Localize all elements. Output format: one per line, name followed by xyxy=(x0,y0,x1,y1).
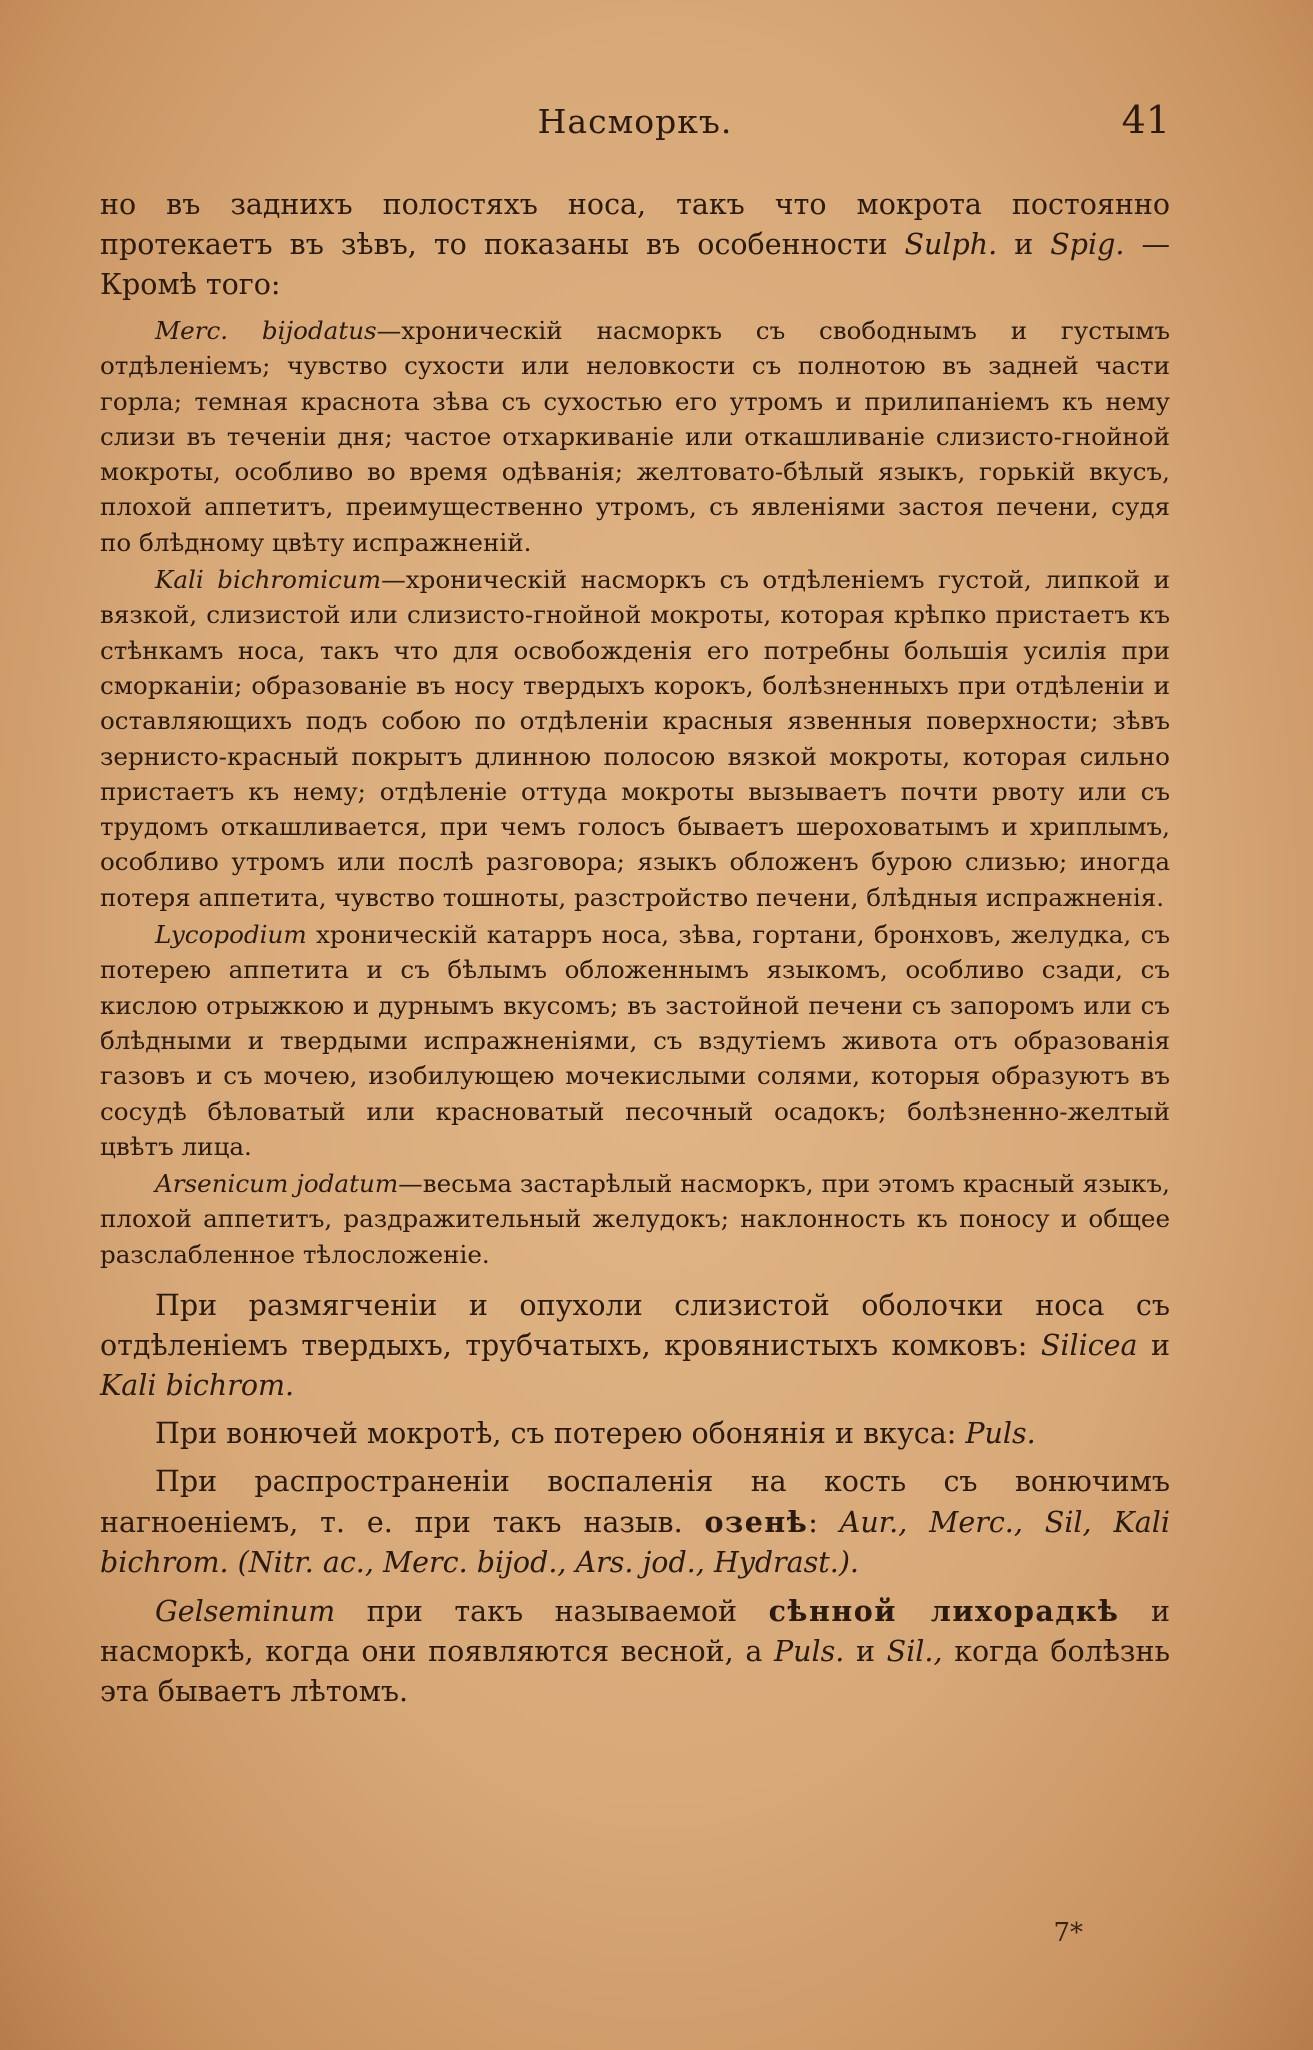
remedy-entry-kali xyxy=(100,562,1170,915)
text: и xyxy=(1137,1329,1170,1363)
remedy-name: Gelseminum xyxy=(155,1595,336,1629)
remedy-entry-merc xyxy=(100,313,1170,560)
remedy-entry-lycopodium xyxy=(100,917,1170,1164)
remedy-description: —хроническій насморкъ съ свободнымъ и густымъ отдѣленіемъ; чувство сухости или неловкости съ полнотою въ задней части горла; темная краснота зѣва съ сухостью его утромъ и прилипаніемъ къ нему слизи въ теченіи дня; частое отхаркиваніе или откашливаніе слизисто-гнойной мокроты, особливо во время одѣванія; желтовато-бѣлый языкъ, горькій вкусъ, плохой аппетитъ, преимущественно утромъ, съ явленіями застоя печени, судя по блѣдному цвѣту испражненій. xyxy=(100,316,1170,557)
text: — Кромѣ того: xyxy=(100,228,1170,301)
text: : xyxy=(808,1506,840,1540)
page-number: 41 xyxy=(1121,98,1170,142)
paragraph-fetid xyxy=(100,1414,1170,1454)
remedy-name: Sulph. xyxy=(904,228,998,261)
remedy-name: Lycopodium xyxy=(155,920,307,950)
remedy-list: Aur., Merc., Sil, Kali bichrom. (Nitr. ac., Merc. bijod., Ars. jod., Hydrast.). xyxy=(100,1506,1170,1580)
remedy-entry-arsenicum xyxy=(100,1166,1170,1272)
paragraph-ozaena xyxy=(100,1462,1170,1583)
text: когда болѣзнь эта бываетъ лѣтомъ. xyxy=(100,1635,1170,1709)
remedy-name: Sil., xyxy=(886,1635,943,1669)
text: при такъ называемой xyxy=(335,1595,769,1629)
remedy-name: Kali bichromicum xyxy=(155,565,382,595)
signature-mark: 7* xyxy=(1053,1918,1083,1948)
remedy-name: Silicea xyxy=(1040,1329,1138,1363)
paragraph-softening xyxy=(100,1286,1170,1406)
text: При распространеніи воспаленія на кость съ вонючимъ нагноеніемъ, т. е. при такъ назыв. xyxy=(100,1465,1170,1540)
paragraph-hay-fever xyxy=(100,1591,1170,1712)
running-header xyxy=(100,98,1170,148)
remedy-name: Kali bichrom. xyxy=(100,1369,295,1403)
page-title: Насморкъ. xyxy=(537,102,733,141)
spaced-term: сѣнной лихорадкѣ xyxy=(768,1594,1120,1629)
text: и xyxy=(844,1635,887,1669)
remedy-description: —весьма застарѣлый насморкъ, при этомъ красный языкъ, плохой аппетитъ, раздражительный желудокъ; наклонность къ поносу и общее разслабленное тѣлосложеніе. xyxy=(100,1169,1170,1269)
remedy-name: Puls. xyxy=(774,1635,845,1669)
remedy-description: —хроническій насморкъ съ отдѣленіемъ густой, липкой и вязкой, слизистой или слизисто-гнойной мокроты, которая крѣпко пристаетъ къ стѣнкамъ носа, такъ что для освобожденія его потребны большія усилія при сморканіи; образованіе въ носу твердыхъ корокъ, болѣзненныхъ при отдѣленіи и оставляющихъ подъ собою по отдѣленіи красныя язвенныя поверхности; зѣвъ зернисто-красный покрытъ длинною полосою вязкой мокроты, которая сильно пристаетъ къ нему; отдѣленіе оттуда мокроты вызываетъ почти рвоту или съ трудомъ откашливается, при чемъ голосъ бываетъ шероховатымъ и хриплымъ, особливо утромъ или послѣ разговора; языкъ обложенъ бурою слизью; иногда потеря аппетита, чувство тошноты, разстройство печени, блѣдныя испражненія. xyxy=(100,565,1170,912)
spaced-term: озенѣ xyxy=(704,1505,809,1540)
text: При вонючей мокротѣ, съ потерею обонянія и вкуса: xyxy=(155,1417,966,1451)
page-body xyxy=(100,185,1170,1720)
remedy-name: Puls. xyxy=(965,1417,1036,1451)
remedy-name: Arsenicum jodatum xyxy=(155,1169,399,1199)
remedy-name: Merc. bijodatus xyxy=(155,316,377,345)
text: и xyxy=(997,228,1051,261)
paragraph-intro xyxy=(100,185,1170,305)
text: и насморкѣ, когда они появляются весной, а xyxy=(100,1595,1170,1669)
remedy-name: Spig. xyxy=(1050,228,1125,261)
text: При размягченіи и опухоли слизистой оболочки носа съ отдѣленіемъ твердыхъ, трубчатыхъ, кровянистыхъ комковъ: xyxy=(100,1289,1170,1363)
text: но въ заднихъ полостяхъ носа, такъ что мокрота постоянно протекаетъ въ зѣвъ, то показаны въ особенности xyxy=(100,188,1170,261)
remedy-description: хроническій катарръ носа, зѣва, гортани, бронховъ, желудка, съ потерею аппетита и съ бѣлымъ обложеннымъ языкомъ, особливо сзади, съ кислою отрыжкою и дурнымъ вкусомъ; въ застойной печени съ запоромъ или съ блѣдными и твердыми испражненіями, съ вздутіемъ живота отъ образованія газовъ и съ мочею, изобилующею мочекислыми солями, которыя образуютъ въ сосудѣ бѣловатый или красноватый песочный осадокъ; болѣзненно-желтый цвѣтъ лица. xyxy=(100,920,1170,1161)
